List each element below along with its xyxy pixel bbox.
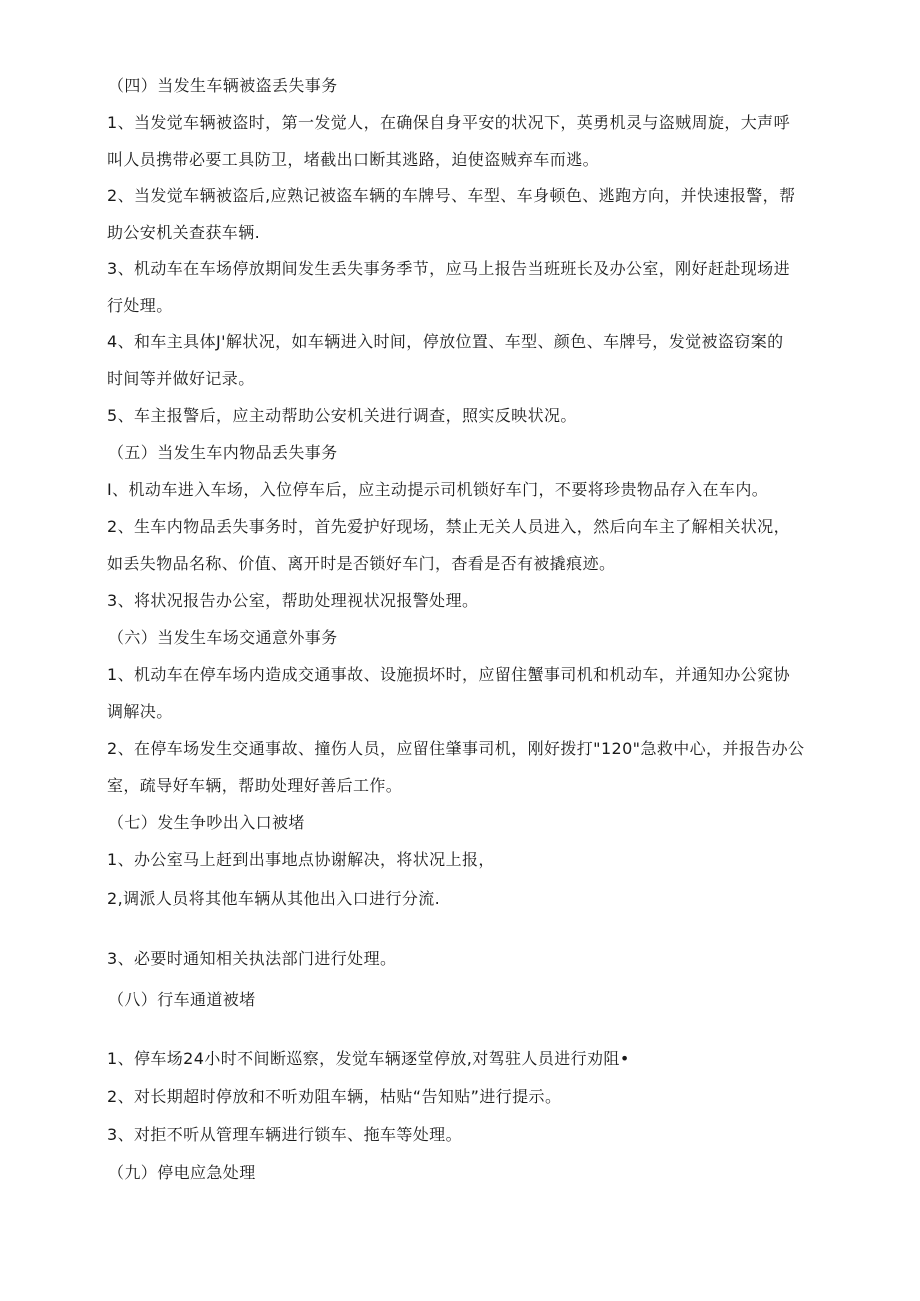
paragraph-line: 时间等并做好记录。 (107, 369, 255, 388)
section-heading-7: （七）发生争吵出入口被堵 (108, 813, 305, 832)
paragraph-line: 2、生车内物品丢失事务时，首先爱护好现场，禁止无关人员进入，然后向车主了解相关状况， (107, 517, 790, 536)
section-heading-6: （六）当发生车场交通意外事务 (108, 628, 338, 647)
paragraph-line: 调解决。 (107, 702, 173, 721)
paragraph-line: 3、将状况报告办公室，帮助处理视状况报警处理。 (107, 591, 479, 610)
paragraph-line: 1、停车场24小时不间断巡察，发觉车辆逐堂停放,对驾驻人员进行劝阻• (107, 1049, 630, 1068)
paragraph-line: 3、对拒不听从管理车辆进行锁车、拖车等处理。 (107, 1125, 462, 1144)
paragraph-line: 助公安机关查获车辆. (107, 223, 261, 242)
paragraph-line: 2、当发觉车辆被盗后,应熟记被盗车辆的车牌号、车型、车身顿色、逃跑方向，并快速报警，帮 (107, 186, 796, 205)
paragraph-line: 4、和车主具体J'解状况，如车辆进入时间，停放位置、车型、颜色、车牌号，发觉被盗窃案的 (107, 332, 784, 351)
paragraph-line: 1、当发觉车辆被盗时，第一发觉人，在确保自身平安的状况下，英勇机灵与盗贼周旋，大声呼 (107, 113, 790, 132)
paragraph-line: 3、必要时通知相关执法部门进行处理。 (107, 949, 397, 968)
paragraph-line: 室，疏导好车辆，帮助处理好善后工作。 (107, 776, 403, 795)
paragraph-line: 2、在停车场发生交通事故、撞伤人员，应留住肇事司机，刚好拨打"120"急救中心，并报告办公 (107, 739, 805, 758)
paragraph-line: 5、车主报警后，应主动帮助公安机关进行调查，照实反映状况。 (107, 406, 577, 425)
paragraph-line: 3、机动车在车场停放期间发生丢失事务季节，应马上报告当班班长及办公室，刚好赶赴现场进 (107, 259, 790, 278)
paragraph-line: 叫人员携带必要工具防卫，堵截出口断其逃路，迫使盗贼弃车而逃。 (107, 150, 600, 169)
section-heading-5: （五）当发生车内物品丢失事务 (108, 443, 338, 462)
paragraph-line: 2,调派人员将其他车辆从其他出入口进行分流. (107, 889, 441, 908)
paragraph-line: I、机动车进入车场，入位停车后，应主动提示司机锁好车门，不要将珍贵物品存入在车内。 (107, 480, 769, 499)
section-heading-4: （四）当发生车辆被盗丢失事务 (108, 76, 338, 95)
paragraph-line: 1、机动车在停车场内造成交通事故、设施损坏时，应留住蟹事司机和机动车，并通知办公窕协 (107, 665, 790, 684)
paragraph-line: 行处理。 (107, 296, 173, 315)
paragraph-line: 如丢失物品名称、价值、离开时是否锁好车门，杳看是否有被撬痕迹。 (107, 554, 616, 573)
section-heading-8: （八）行车通道被堵 (108, 990, 256, 1009)
section-heading-9: （九）停电应急处理 (108, 1163, 256, 1182)
paragraph-line: 1、办公室马上赶到出事地点协谢解决，将状况上报， (107, 850, 495, 869)
paragraph-line: 2、对长期超时停放和不听劝阻车辆，枯贴“告知贴”进行提示。 (107, 1087, 562, 1106)
